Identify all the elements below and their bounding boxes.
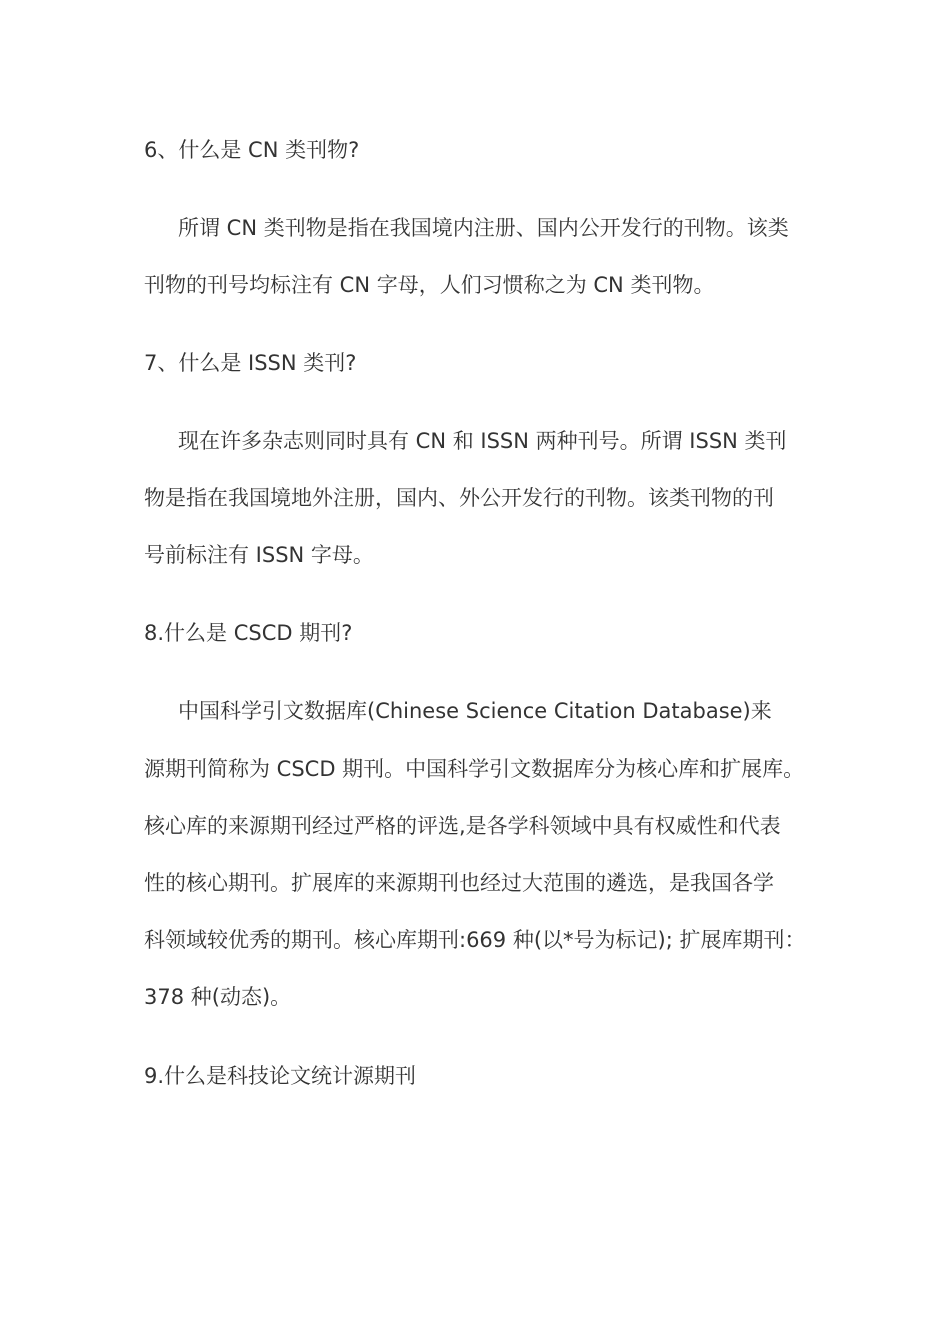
section-heading-cscd: 8.什么是 CSCD 期刊?: [144, 621, 353, 645]
section-heading-stat-source: 9.什么是科技论文统计源期刊: [144, 1064, 417, 1088]
paragraph-line: 源期刊简称为 CSCD 期刊。中国科学引文数据库分为核心库和扩展库。: [144, 757, 805, 781]
paragraph-line: 现在许多杂志则同时具有 CN 和 ISSN 两种刊号。所谓 ISSN 类刊: [178, 429, 787, 453]
paragraph-line: 科领域较优秀的期刊。核心库期刊:669 种(以*号为标记); 扩展库期刊：: [144, 928, 806, 952]
paragraph-line: 刊物的刊号均标注有 CN 字母，人们习惯称之为 CN 类刊物。: [144, 273, 715, 297]
paragraph-line: 所谓 CN 类刊物是指在我国境内注册、国内公开发行的刊物。该类: [178, 216, 789, 240]
paragraph-line: 号前标注有 ISSN 字母。: [144, 543, 374, 567]
paragraph-line: 中国科学引文数据库(Chinese Science Citation Database)来: [178, 699, 772, 723]
section-heading-cn: 6、什么是 CN 类刊物?: [144, 138, 360, 162]
paragraph-line: 性的核心期刊。扩展库的来源期刊也经过大范围的遴选，是我国各学: [144, 871, 774, 895]
paragraph-line: 物是指在我国境地外注册，国内、外公开发行的刊物。该类刊物的刊: [144, 486, 774, 510]
paragraph-line: 核心库的来源期刊经过严格的评选,是各学科领域中具有权威性和代表: [144, 814, 781, 838]
section-heading-issn: 7、什么是 ISSN 类刊?: [144, 351, 357, 375]
paragraph-line: 378 种(动态)。: [144, 985, 292, 1009]
